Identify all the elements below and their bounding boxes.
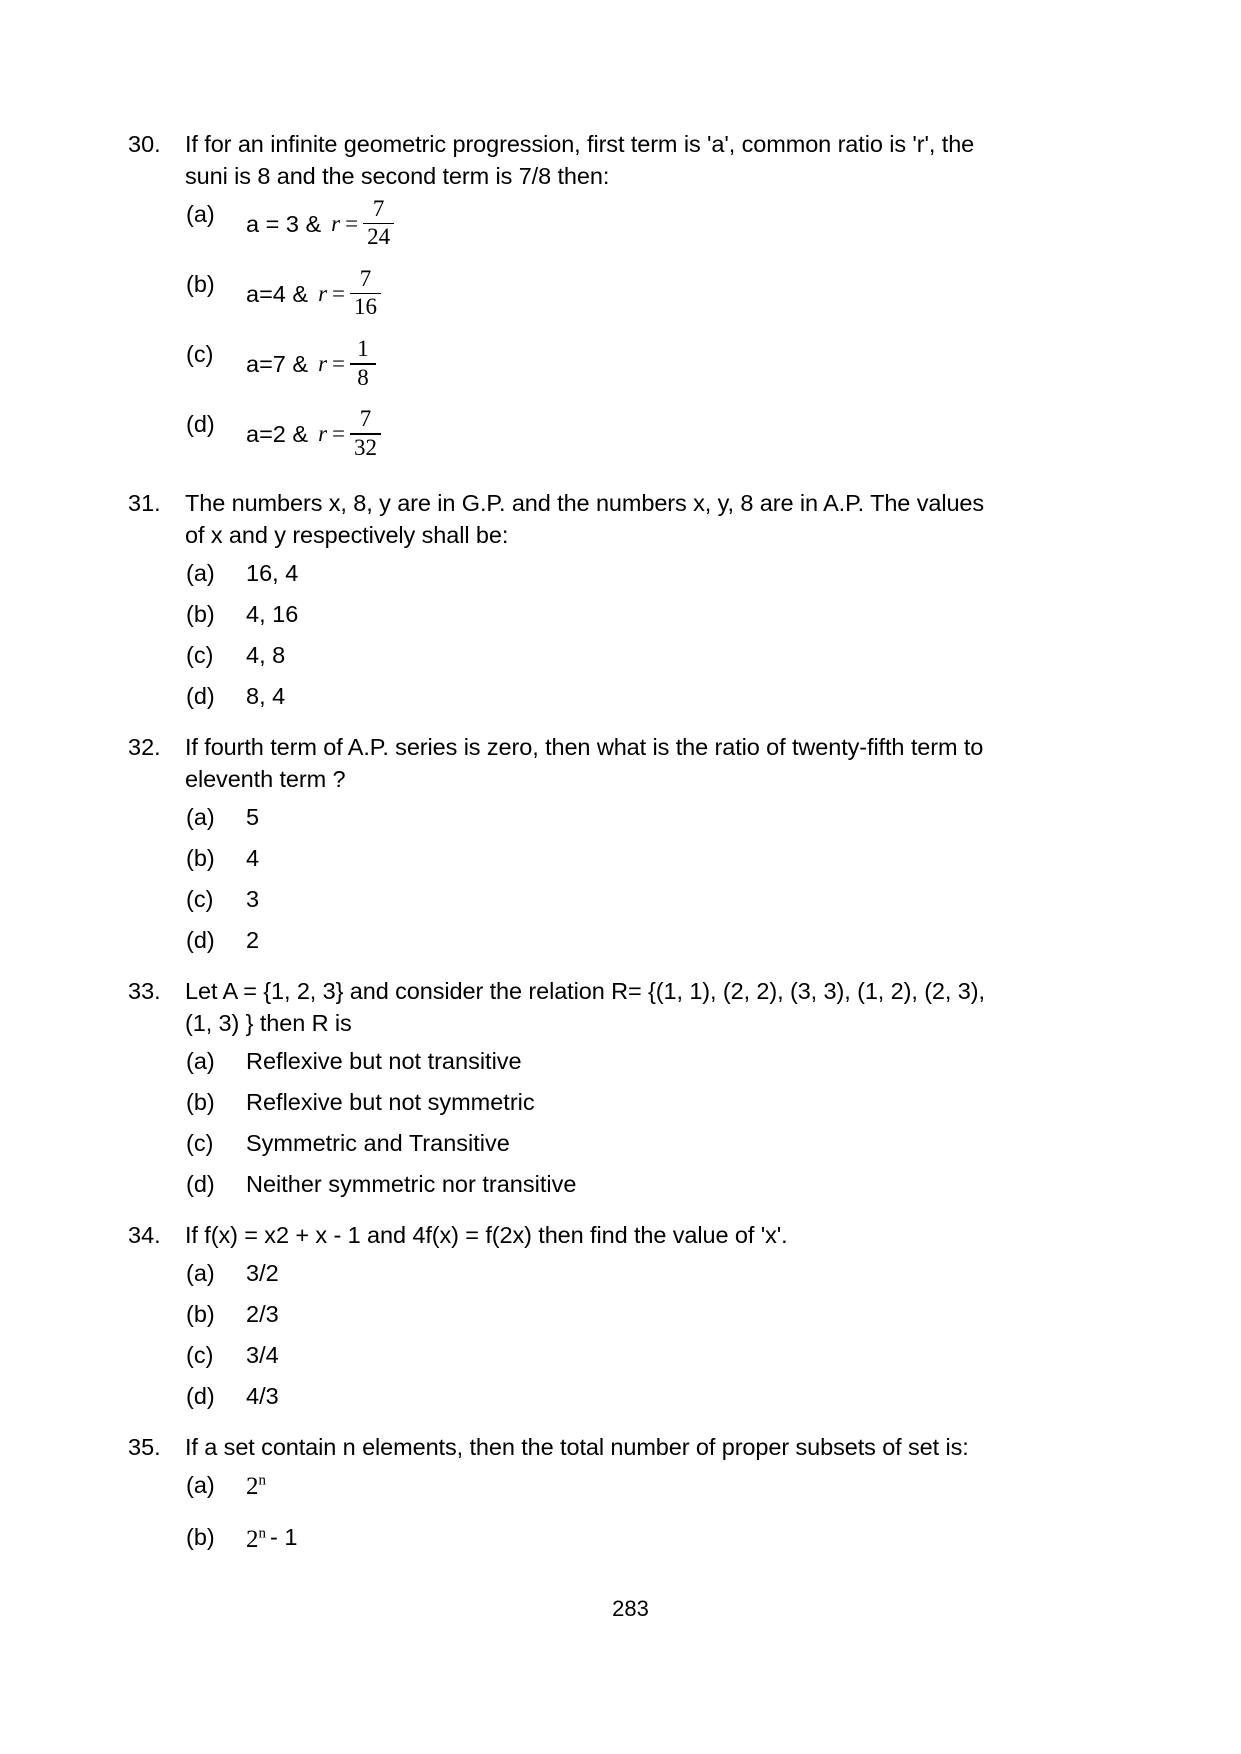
option-label-35-b: (b) (186, 1523, 215, 1550)
question-text-34: If f(x) = x2 + x - 1 and 4f(x) = f(2x) then find the value of 'x'. (185, 1221, 788, 1248)
question-block-34 (128, 1219, 988, 1412)
power-expression-35-b (246, 1524, 266, 1556)
page-footer (0, 1596, 1241, 1622)
option-row-30-c[interactable] (128, 338, 988, 391)
fraction-30-a (363, 197, 394, 250)
option-label-30-c: (c) (186, 341, 214, 368)
option-label-33-b: (b) (186, 1088, 215, 1115)
option-body-30-a (246, 198, 988, 251)
option-row-32-d[interactable] (128, 924, 988, 956)
math-variable-30-d: r (318, 421, 328, 447)
option-label-35-a: (a) (186, 1471, 215, 1498)
fraction-30-c (350, 337, 376, 390)
question-block-35 (128, 1431, 988, 1559)
options-list-32 (128, 801, 988, 956)
question-text-30: If for an infinite geometric progression, first term is 'a', common ratio is 'r', the suni is 8 and the second term is 7/8 then: (185, 131, 975, 189)
question-number-35: 35. (128, 1433, 161, 1460)
question-number-34: 34. (128, 1221, 161, 1248)
option-text-33-a: Reflexive but not transitive (246, 1047, 522, 1074)
option-label-34-d: (d) (186, 1382, 215, 1409)
fraction-denominator-30-b: 16 (354, 294, 378, 320)
question-number-33: 33. (128, 977, 161, 1004)
option-lead-30-c: a=7 & (246, 350, 309, 377)
option-label-32-d: (d) (186, 926, 215, 953)
spacer-31-32 (128, 721, 988, 731)
power-tail-35-b: - 1 (270, 1523, 298, 1550)
option-row-33-d[interactable] (128, 1168, 988, 1200)
option-text-34-c: 3/4 (246, 1341, 279, 1368)
option-label-32-a: (a) (186, 803, 215, 830)
option-text-31-c: 4, 8 (246, 641, 286, 668)
option-text-33-b: Reflexive but not symmetric (246, 1088, 535, 1115)
option-row-33-c[interactable] (128, 1127, 988, 1159)
fraction-denominator-30-d: 32 (354, 434, 378, 460)
option-row-34-b[interactable] (128, 1298, 988, 1330)
question-heading-32 (128, 731, 988, 795)
math-expression-30-c (318, 337, 377, 390)
option-body-30-b (246, 268, 988, 321)
spacer-34-35 (128, 1421, 988, 1431)
option-row-34-c[interactable] (128, 1339, 988, 1371)
option-body-35-b (246, 1521, 988, 1554)
power-base-35-b: 2 (246, 1525, 259, 1553)
math-variable-30-a: r (331, 210, 341, 236)
math-variable-30-c: r (318, 350, 328, 376)
option-label-34-a: (a) (186, 1259, 215, 1286)
option-label-30-a: (a) (186, 201, 215, 227)
option-label-32-b: (b) (186, 844, 215, 871)
option-label-34-b: (b) (186, 1300, 215, 1327)
option-row-30-d[interactable] (128, 408, 988, 461)
fraction-denominator-30-a: 24 (367, 224, 391, 250)
fraction-denominator-30-c: 8 (357, 364, 369, 390)
option-body-30-c (246, 338, 988, 391)
option-row-33-b[interactable] (128, 1086, 988, 1118)
option-text-33-d: Neither symmetric nor transitive (246, 1170, 577, 1197)
option-row-34-a[interactable] (128, 1257, 988, 1289)
options-list-35 (128, 1469, 988, 1559)
question-text-32: If fourth term of A.P. series is zero, then what is the ratio of twenty-fifth term to eleventh term ? (185, 733, 984, 792)
power-expression-35-a (246, 1471, 266, 1503)
option-text-33-c: Symmetric and Transitive (246, 1129, 510, 1156)
question-block-31 (128, 487, 988, 712)
option-row-35-a[interactable] (128, 1469, 988, 1507)
option-label-31-b: (b) (186, 600, 215, 627)
option-text-31-b: 4, 16 (246, 600, 299, 627)
options-list-33 (128, 1045, 988, 1200)
option-label-30-d: (d) (186, 411, 215, 438)
fraction-30-b (350, 267, 381, 320)
option-lead-30-a: a = 3 & (246, 210, 322, 237)
question-number-30: 30. (128, 131, 161, 157)
math-expression-30-a (331, 197, 395, 250)
math-equals-30-d: = (332, 421, 346, 447)
option-row-30-b[interactable] (128, 268, 988, 321)
options-list-34 (128, 1257, 988, 1412)
option-label-33-c: (c) (186, 1129, 214, 1156)
option-text-34-b: 2/3 (246, 1300, 279, 1327)
option-text-34-a: 3/2 (246, 1259, 279, 1286)
math-expression-30-d (318, 407, 382, 460)
option-text-31-a: 16, 4 (246, 559, 299, 586)
option-row-32-c[interactable] (128, 883, 988, 915)
option-label-32-c: (c) (186, 885, 214, 912)
option-label-34-c: (c) (186, 1341, 214, 1368)
fraction-numerator-30-a: 7 (372, 196, 385, 221)
option-text-34-d: 4/3 (246, 1382, 279, 1409)
option-label-33-d: (d) (186, 1170, 215, 1197)
question-heading-30 (128, 128, 988, 192)
question-heading-35 (128, 1431, 988, 1463)
fraction-numerator-30-d: 7 (359, 406, 372, 432)
question-heading-33 (128, 975, 988, 1039)
spacer-30-31 (128, 479, 988, 487)
math-equals-30-a: = (345, 210, 359, 236)
option-text-31-d: 8, 4 (246, 682, 286, 709)
math-expression-30-b (318, 267, 382, 320)
option-body-35-a (246, 1469, 988, 1501)
option-label-31-c: (c) (186, 641, 214, 668)
option-row-31-a[interactable] (128, 557, 988, 589)
question-heading-31 (128, 487, 988, 551)
question-text-33: Let A = {1, 2, 3} and consider the relation R= {(1, 1), (2, 2), (3, 3), (1, 2), (2, 3), (1, 3) } then R is (185, 977, 985, 1036)
question-block-33 (128, 975, 988, 1200)
option-text-32-c: 3 (246, 885, 260, 912)
question-block-30 (128, 128, 988, 462)
option-text-32-a: 5 (246, 803, 260, 830)
spacer-33-34 (128, 1209, 988, 1219)
options-list-31 (128, 557, 988, 712)
option-lead-30-d: a=2 & (246, 421, 309, 448)
option-row-33-a[interactable] (128, 1045, 988, 1077)
option-label-33-a: (a) (186, 1047, 215, 1074)
option-row-34-d[interactable] (128, 1380, 988, 1412)
question-block-32 (128, 731, 988, 956)
question-number-31: 31. (128, 489, 161, 516)
option-row-30-a[interactable] (128, 198, 988, 251)
page-number: 283 (612, 1596, 649, 1621)
fraction-30-d (350, 407, 381, 460)
option-row-32-b[interactable] (128, 842, 988, 874)
questions-container (128, 128, 988, 1559)
option-row-31-d[interactable] (128, 680, 988, 712)
fraction-numerator-30-b: 7 (359, 266, 372, 292)
option-lead-30-b: a=4 & (246, 280, 309, 307)
option-row-31-b[interactable] (128, 598, 988, 630)
option-text-32-b: 4 (246, 844, 260, 871)
power-base-35-a: 2 (246, 1472, 259, 1500)
option-row-31-c[interactable] (128, 639, 988, 671)
question-number-32: 32. (128, 733, 161, 760)
option-label-31-a: (a) (186, 559, 215, 586)
power-exponent-35-a: n (258, 1472, 266, 1489)
fraction-numerator-30-c: 1 (357, 336, 369, 362)
option-row-35-b[interactable] (128, 1521, 988, 1559)
option-row-32-a[interactable] (128, 801, 988, 833)
math-variable-30-b: r (318, 280, 328, 306)
option-label-31-d: (d) (186, 682, 215, 709)
question-text-35: If a set contain n elements, then the total number of proper subsets of set is: (185, 1433, 969, 1460)
option-body-30-d (246, 408, 988, 461)
option-text-32-d: 2 (246, 926, 260, 953)
question-heading-34 (128, 1219, 988, 1251)
spacer-32-33 (128, 965, 988, 975)
math-equals-30-c: = (332, 350, 346, 376)
power-exponent-35-b: n (258, 1525, 266, 1542)
question-text-31: The numbers x, 8, y are in G.P. and the numbers x, y, 8 are in A.P. The values of x and y respectively shall be: (185, 489, 985, 548)
options-list-30 (128, 198, 988, 462)
math-equals-30-b: = (332, 280, 346, 306)
option-label-30-b: (b) (186, 271, 215, 298)
